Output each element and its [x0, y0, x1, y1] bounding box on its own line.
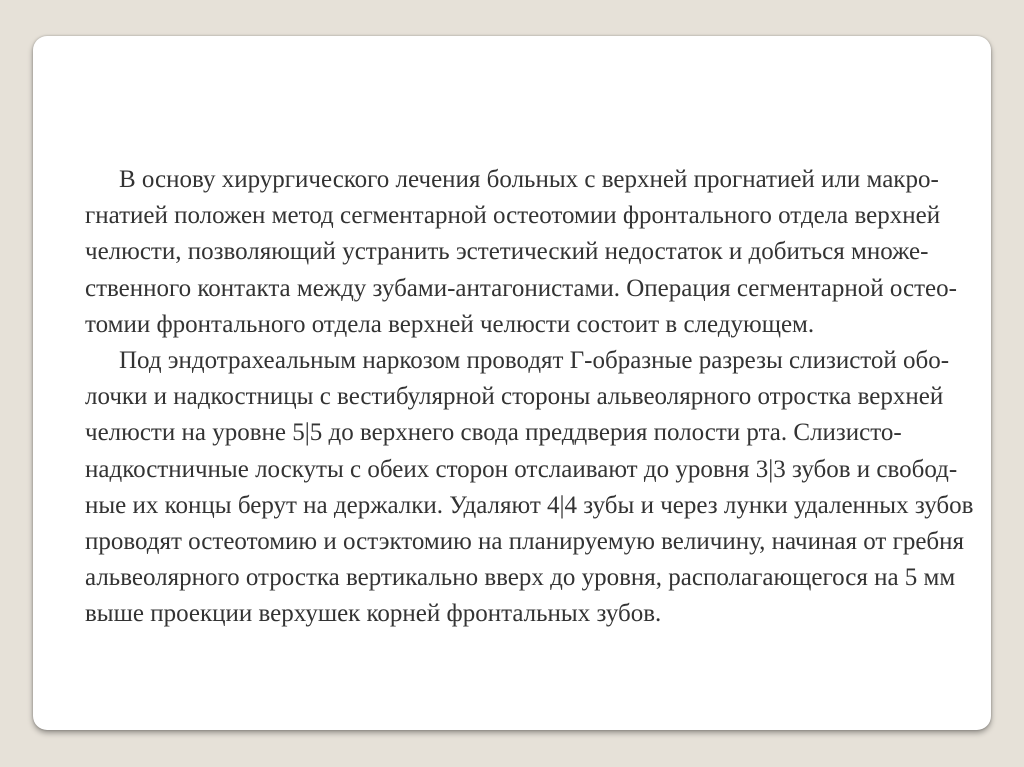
paragraph-1 [85, 162, 975, 343]
text-line: проводят остеотомию и остэктомию на планируемую величину, начиная от гребня [85, 527, 965, 555]
text-line: альвеолярного отростка вертикально вверх до уровня, располагающегося на 5 мм [85, 564, 956, 592]
text-line: лочки и надкостницы с вестибулярной стороны альвеолярного отростка верхней [85, 383, 944, 411]
text-line: ственного контакта между зубами-антагонистами. Операция сегментарной остео- [85, 274, 957, 302]
text-line: челюсти, позволяющий устранить эстетический недостаток и добиться множе- [85, 238, 929, 266]
paragraph-2 [85, 343, 975, 633]
slide-card [33, 36, 991, 730]
text-line: В основу хирургического лечения больных с верхней прогнатией или макро- [119, 166, 939, 193]
text-line: надкостничные лоскуты с обеих сторон отслаивают до уровня 3|3 зубов и свобод- [85, 455, 958, 483]
text-line: томии фронтального отдела верхней челюсти состоит в следующем. [85, 310, 815, 338]
text-line: ные их концы берут на держалки. Удаляют 4|4 зубы и через лунки удаленных зубов [85, 491, 974, 519]
text-line: гнатией положен метод сегментарной остеотомии фронтального отдела верхней [85, 202, 941, 230]
text-line: выше проекции верхушек корней фронтальных зубов. [85, 600, 662, 628]
text-line: Под эндотрахеальным наркозом проводят Г-образные разрезы слизистой обо- [119, 346, 950, 374]
text-line: челюсти на уровне 5|5 до верхнего свода преддверия полости рта. Слизисто- [85, 419, 902, 447]
document-text [85, 162, 975, 632]
